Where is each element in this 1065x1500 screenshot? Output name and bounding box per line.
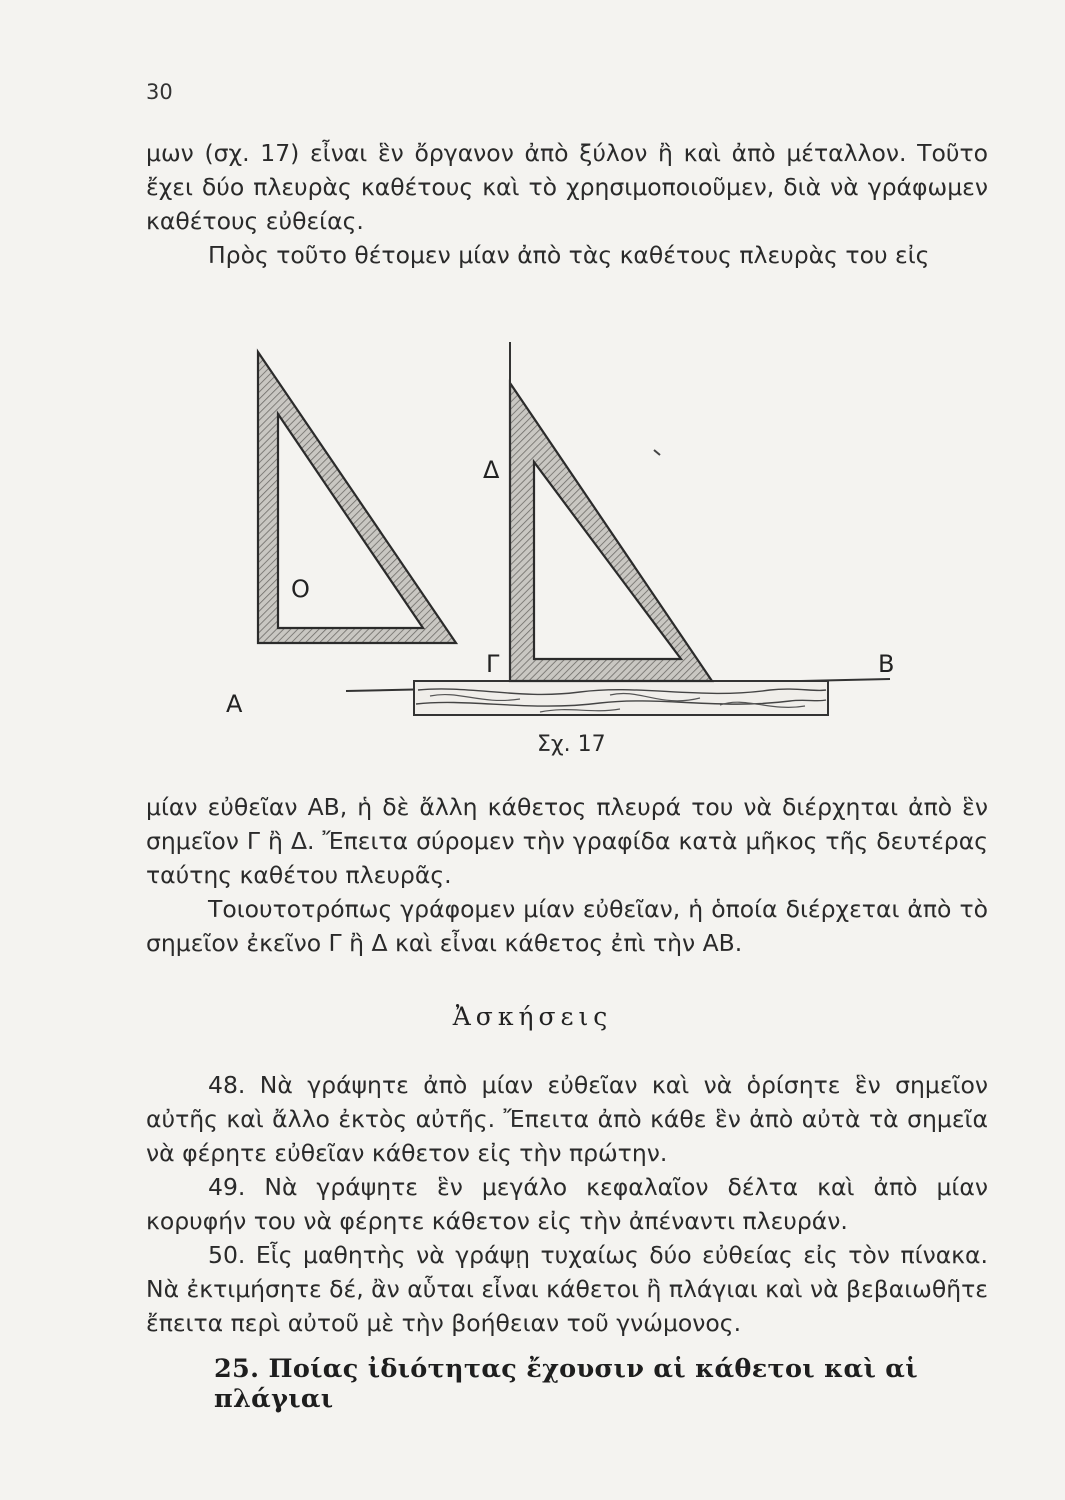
exercise-48: 48. Νὰ γράψητε ἀπὸ μίαν εὐθεῖαν καὶ νὰ ὁρίσητε ἓν σημεῖον αὐτῆς καὶ ἄλλο ἐκτὸς αὐτῆς. Ἔπειτα ἀπὸ κάθε ἓν ἀπὸ αὐτὰ τὰ σημεῖα νὰ φέρητε εὐθεῖαν κάθετον εἰς τὴν πρώτην.: [146, 1071, 988, 1167]
exercises-list: [146, 1068, 988, 1340]
exercise-50: 50. Εἷς μαθητὴς νὰ γράψῃ τυχαίως δύο εὐθείας εἰς τὸν πίνακα. Νὰ ἐκτιμήσητε δέ, ἂν αὗται εἶναι κάθετοι ἢ πλάγιαι καὶ νὰ βεβαιωθῆτε ἔπειτα περὶ αὐτοῦ μὲ τὴν βοήθειαν τοῦ γνώμονος.: [146, 1241, 988, 1337]
label-delta: Δ: [483, 456, 500, 484]
page-number: 30: [146, 80, 173, 104]
middle-paragraph-1: μίαν εὐθεῖαν ΑΒ, ἡ δὲ ἄλλη κάθετος πλευρά του νὰ διέρχηται ἀπὸ ἓν σημεῖον Γ ἢ Δ. Ἔπειτα σύρομεν τὴν γραφίδα κατὰ μῆκος τῆς δευτέρας ταύτης καθέτου πλευρᾶς.: [146, 793, 988, 889]
middle-paragraph-2: Τοιουτοτρόπως γράφομεν μίαν εὐθεῖαν, ἡ ὁποία διέρχεται ἀπὸ τὸ σημεῖον ἐκεῖνο Γ ἢ Δ καὶ εἶναι κάθετος ἐπὶ τὴν ΑΒ.: [146, 895, 988, 957]
ruler: [414, 681, 828, 715]
exercise-49: 49. Νὰ γράψητε ἓν μεγάλο κεφαλαῖον δέλτα καὶ ἀπὸ μίαν κορυφήν του νὰ φέρητε κάθετον εἰς τὴν ἀπέναντι πλευράν.: [146, 1173, 988, 1235]
right-set-square: [510, 383, 712, 681]
label-a: Α: [226, 690, 243, 718]
exercises-title: Ἀσκήσεις: [452, 1002, 613, 1031]
figure-caption: Σχ. 17: [537, 732, 606, 757]
intro-paragraph-2: Πρὸς τοῦτο θέτομεν μίαν ἀπὸ τὰς καθέτους πλευρὰς του εἰς: [208, 241, 930, 269]
middle-text: [146, 790, 988, 960]
label-gamma: Γ: [486, 650, 500, 678]
intro-paragraph-1: μων (σχ. 17) εἶναι ἓν ὄργανον ἀπὸ ξύλον ἢ καὶ ἀπὸ μέταλλον. Τοῦτο ἔχει δύο πλευρὰς καθέτους καὶ τὸ χρησιμοποιοῦμεν, διὰ νὰ γράφωμεν καθέτους εὐθείας.: [146, 139, 988, 235]
section-heading: 25. Ποίας ἰδιότητας ἔχουσιν αἱ κάθετοι καὶ αἱ πλάγιαι: [214, 1354, 918, 1414]
label-b: Β: [878, 650, 895, 678]
label-o: Ο: [291, 575, 310, 603]
left-set-square: [258, 352, 456, 643]
